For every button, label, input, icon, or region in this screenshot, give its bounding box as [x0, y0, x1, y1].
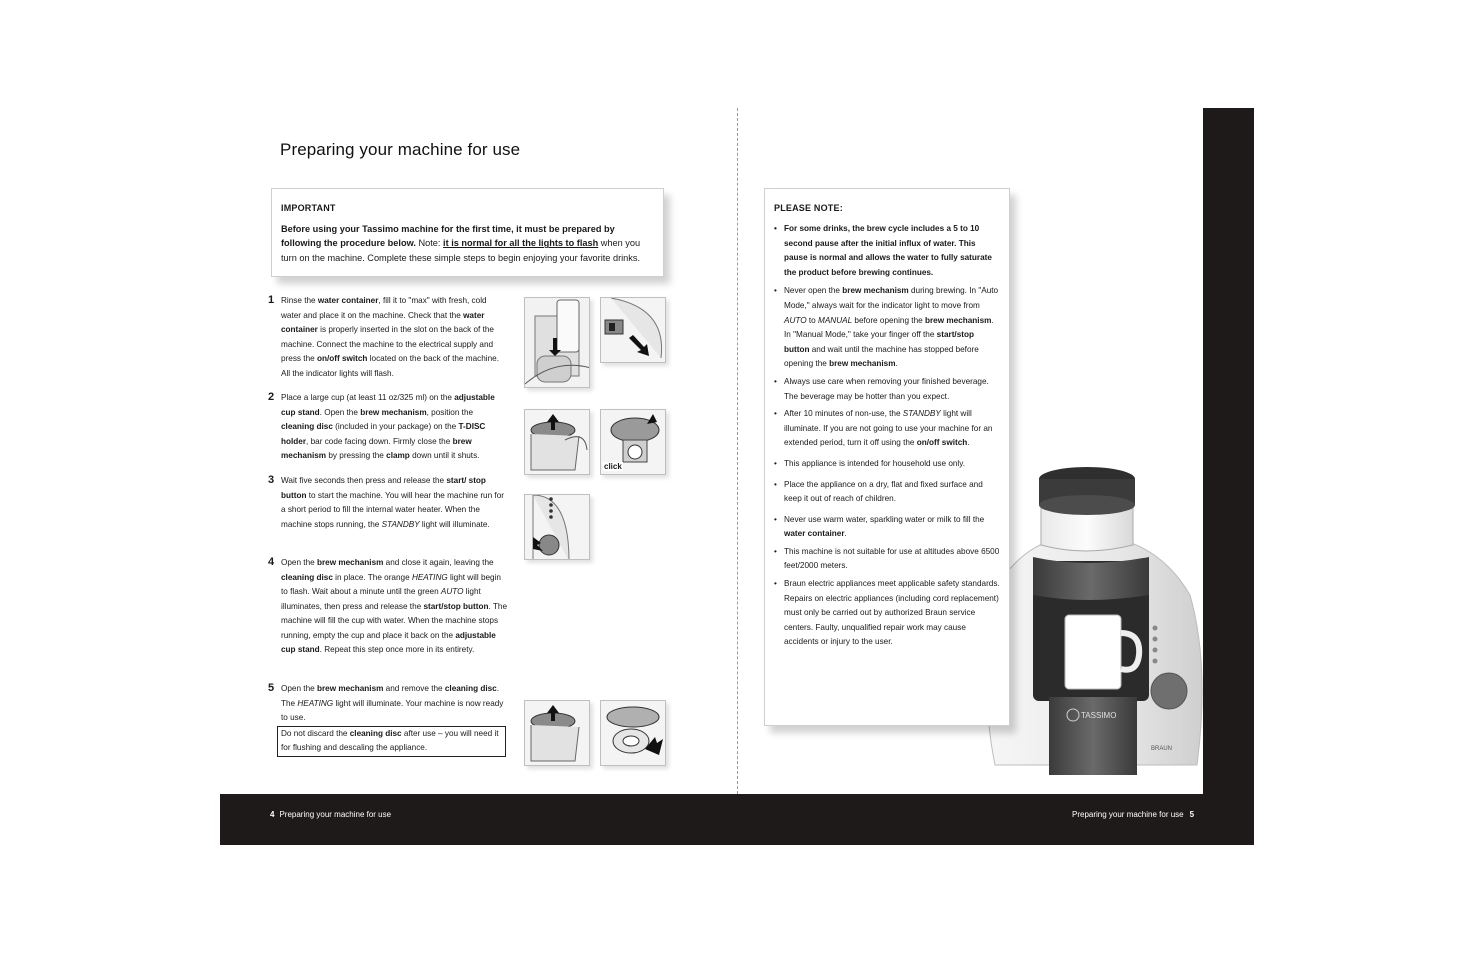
- footer-left: [270, 810, 391, 819]
- click-label: click: [604, 462, 622, 471]
- important-bold-intro: Before using your Tassimo machine for the first time, it must be prepared by following the procedure below.: [281, 224, 615, 249]
- please-note-list: [774, 222, 1000, 650]
- step-text: Place a large cup (at least 11 oz/325 ml) on the adjustable cup stand. Open the brew mechanism, position the cleaning disc (included in your package) on the T-DISC holder, bar code facing down. Firmly close the brew mechanism by pressing the clamp down until it shuts.: [281, 393, 495, 460]
- step-number: 3: [268, 474, 275, 486]
- page-number-left: 4: [270, 810, 275, 819]
- list-item: • Braun electric appliances meet applicable safety standards. Repairs on electric appliances (including cord replacement) must only be carried out by authorized Braun service centers. Faulty, unqualified repair work may cause accidents or injury to the user.: [774, 577, 1000, 650]
- step-text: Wait five seconds then press and release the start/ stop button to start the machine. You will hear the machine run for a short period to fill the internal water heater. When the machine stops running, the STANDBY light will illuminate.: [281, 476, 504, 529]
- footer-right-label: Preparing your machine for use: [1072, 810, 1184, 819]
- tassimo-logo: TASSIMO: [1081, 711, 1117, 720]
- illustration-start-stop-button: [524, 494, 590, 560]
- illustration-open-brew-mechanism: [524, 409, 590, 475]
- step-2: [268, 391, 508, 464]
- footer-right: [1072, 810, 1194, 819]
- important-text: [281, 222, 654, 265]
- important-box: [271, 188, 664, 277]
- illustration-water-container: [524, 297, 590, 388]
- please-note-box: [764, 188, 1010, 726]
- step-1: [268, 294, 508, 381]
- important-rest: when you turn on the machine. Complete these simple steps to begin enjoying your favorite drinks.: [281, 238, 641, 263]
- illustration-power-switch: [600, 297, 666, 363]
- page-fold-line: [737, 108, 738, 794]
- list-item: • Place the appliance on a dry, flat and fixed surface and keep it out of reach of children.: [774, 478, 1000, 507]
- list-item: • For some drinks, the brew cycle includes a 5 to 10 second pause after the initial influx of water. This pause is normal and allows the water to fully saturate the product before brewing continues.: [774, 222, 1000, 280]
- step-text: Rinse the water container, fill it to "max" with fresh, cold water and place it on the machine. Check that the water container is properly inserted in the slot on the back of the machine. Connect the machine to the electrical supply and press the on/off switch located on the back of the machine. All the indicator lights will flash.: [281, 296, 499, 378]
- list-item: • Never use warm water, sparkling water or milk to fill the water container.: [774, 513, 1000, 542]
- list-item: • This appliance is intended for household use only.: [774, 457, 1000, 472]
- page-number-right: 5: [1189, 810, 1195, 819]
- braun-logo: BRAUN: [1151, 746, 1173, 752]
- important-note-label: Note:: [418, 238, 441, 249]
- step-number: 4: [268, 556, 275, 568]
- step-number: 1: [268, 294, 275, 306]
- list-item: • Never open the brew mechanism during brewing. In "Auto Mode," always wait for the indicator light to move from AUTO to MANUAL before opening the brew mechanism. In "Manual Mode," take your finger off the start/stop button and wait until the machine has stopped before opening the brew mechanism.: [774, 284, 1000, 372]
- illustration-remove-cleaning-disc: [600, 700, 666, 766]
- step-text: Open the brew mechanism and close it again, leaving the cleaning disc in place. The orange HEATING light will begin to flash. Wait about a minute until the green AUTO light illuminates, then press and release the start/stop button. The machine will fill the cup with water. When the machine stops running, empty the cup and place it back on the adjustable cup stand. Repeat this step once more in its entirety.: [281, 558, 508, 654]
- important-heading: IMPORTANT: [281, 203, 336, 213]
- illustration-close-clamp: [600, 409, 666, 475]
- illustration-open-brew-mechanism-2: [524, 700, 590, 766]
- step-4: [268, 556, 508, 658]
- step-text: Open the brew mechanism and remove the cleaning disc. The HEATING light will illuminate. Your machine is now ready to use.: [281, 684, 504, 722]
- step-number: 2: [268, 391, 275, 403]
- keep-cleaning-disc-note: Do not discard the cleaning disc after use – you will need it for flushing and descaling the appliance.: [277, 726, 506, 757]
- step-number: 5: [268, 682, 275, 694]
- list-item: • This machine is not suitable for use at altitudes above 6500 feet/2000 meters.: [774, 545, 1000, 574]
- list-item: • Always use care when removing your finished beverage. The beverage may be hotter than you expect.: [774, 375, 1000, 404]
- important-underlined: it is normal for all the lights to flash: [443, 238, 599, 249]
- step-5: [268, 682, 508, 757]
- step-3: [268, 474, 508, 532]
- right-side-black-panel: [1203, 108, 1254, 808]
- footer-bar: [220, 794, 1254, 845]
- list-item: • After 10 minutes of non-use, the STANDBY light will illuminate. If you are not going to use your machine for an extended period, turn it off using the on/off switch.: [774, 407, 1000, 451]
- please-note-heading: PLEASE NOTE:: [774, 203, 843, 213]
- page-title: Preparing your machine for use: [280, 140, 521, 159]
- footer-left-label: Preparing your machine for use: [279, 810, 392, 819]
